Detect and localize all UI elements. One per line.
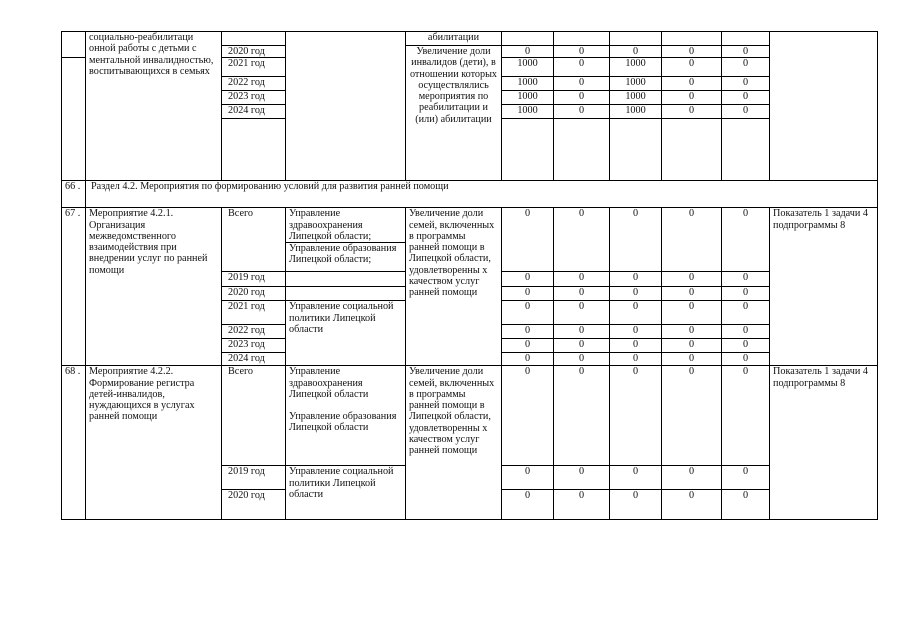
- row-number: 67 .: [62, 208, 86, 366]
- table-row: 2023 год 1000 0 1000 0 0: [62, 91, 878, 105]
- table-row: 2024 год 1000 0 1000 0 0: [62, 105, 878, 119]
- executor-cell: Управление социальной политики Липецкой области: [286, 466, 406, 520]
- table-row: 2021 год Управление социальной политики Липецкой области 0 0 0 0 0: [62, 301, 878, 325]
- section-row: [62, 181, 878, 208]
- row-number: 68 .: [62, 366, 86, 520]
- row-number: 66 .: [62, 181, 86, 208]
- executor-cell: Управление здравоохранения Липецкой области Управление образования Липецкой области: [286, 366, 406, 466]
- table-row: 67 . Мероприятие 4.2.1. Организация межведомственного взаимодействия при внедрении услуг по ранней помощи Всего Управление здравоохранения Липецкой области; Управление образования Липецкой области; Увеличение доли семей, включенных в программы ранней помощи в Липецкой области, удовлетворенны х качеством услуг ранней помощи 0 0 0 0 0 Показатель 1 задачи 4 подпрограммы 8: [62, 208, 878, 272]
- table-row: 2021 год 1000 0 1000 0 0: [62, 58, 878, 77]
- table-row: 2023 год 0 0 0 0 0: [62, 339, 878, 353]
- result-cell: Увеличение доли семей, включенных в программы ранней помощи в Липецкой области, удовлетворенны х качеством услуг ранней помощи: [406, 366, 502, 520]
- measure-name: социально-реабилитаци онной работы с детьми с ментальной инвалидностью, воспитывающихся в семьях: [86, 32, 222, 181]
- table-row: [62, 32, 878, 46]
- executor-cell: [286, 32, 406, 181]
- program-table: [61, 31, 878, 520]
- row-number: [62, 32, 86, 58]
- indicator-cell: Показатель 1 задачи 4 подпрограммы 8: [770, 366, 878, 520]
- section-title: Раздел 4.2. Мероприятия по формированию условий для развития ранней помощи: [86, 181, 878, 208]
- table-row: 2019 год 0 0 0 0 0: [62, 272, 878, 287]
- indicator-cell: [770, 32, 878, 181]
- table-row: 2020 год Увеличение доли инвалидов (дети), в отношении которых осуществлялись мероприятия по реабилитации и (или) абилитации 0 0 0 0 0: [62, 46, 878, 58]
- table-row: 68 . Мероприятие 4.2.2. Формирование регистра детей-инвалидов, нуждающихся в услугах ранней помощи Всего Управление здравоохранения Липецкой области Управление образования Липецкой области Увеличение доли семей, включенных в программы ранней помощи в Липецкой области, удовлетворенны х качеством услуг ранней помощи 0 0 0 0 0 Показатель 1 задачи 4 подпрограммы 8: [62, 366, 878, 466]
- indicator-cell: Показатель 1 задачи 4 подпрограммы 8: [770, 208, 878, 366]
- result-top-cell: абилитации: [406, 32, 502, 46]
- table-row: 2019 год Управление социальной политики Липецкой области 0 0 0 0 0: [62, 466, 878, 490]
- year-cell: [222, 32, 286, 46]
- executor-cell: Управление здравоохранения Липецкой области; Управление образования Липецкой области;: [286, 208, 406, 272]
- table-row: 2022 год 0 0 0 0 0: [62, 325, 878, 339]
- table-row: 2020 год 0 0 0 0 0: [62, 287, 878, 301]
- table-row: 2022 год 1000 0 1000 0 0: [62, 77, 878, 91]
- measure-name: Мероприятие 4.2.1. Организация межведомственного взаимодействия при внедрении услуг по ранней помощи: [86, 208, 222, 366]
- executor-cell: Управление социальной политики Липецкой области: [286, 301, 406, 366]
- result-cell: Увеличение доли семей, включенных в программы ранней помощи в Липецкой области, удовлетворенны х качеством услуг ранней помощи: [406, 208, 502, 366]
- table-row: 2024 год 0 0 0 0 0: [62, 353, 878, 366]
- table-row: 2020 год 0 0 0 0 0: [62, 490, 878, 520]
- measure-name: Мероприятие 4.2.2. Формирование регистра детей-инвалидов, нуждающихся в услугах ранней помощи: [86, 366, 222, 520]
- result-cell: Увеличение доли инвалидов (дети), в отношении которых осуществлялись мероприятия по реабилитации и (или) абилитации: [406, 46, 502, 181]
